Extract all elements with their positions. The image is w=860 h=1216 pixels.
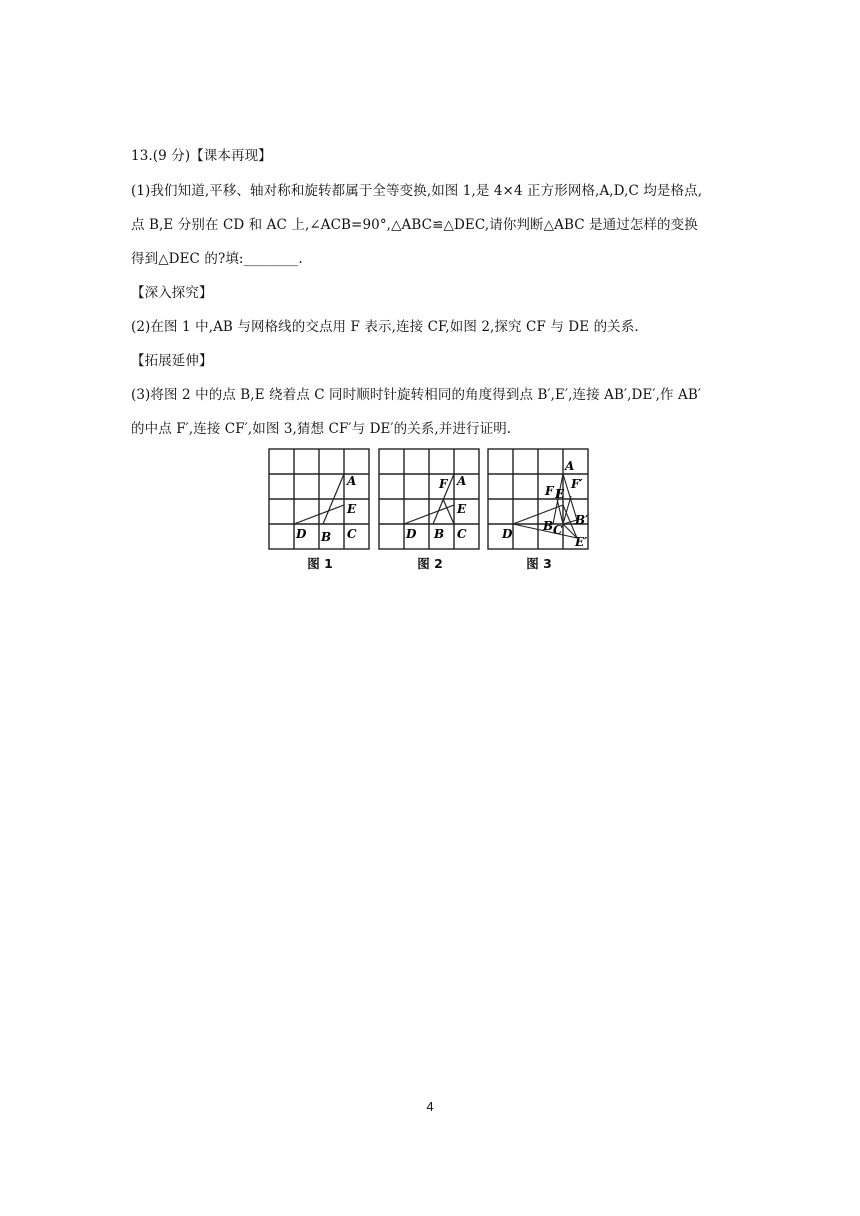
label-B: B [543, 519, 554, 533]
label-D: D [406, 527, 417, 541]
part3-line1: (3)将图 2 中的点 B,E 绕着点 C 同时顺时针旋转相同的角度得到点 B′,E′,连接 AB′,DE′,作 AB′ [131, 387, 702, 403]
figure-1 [268, 448, 373, 571]
section-deep-explore: 【深入探究】 [131, 285, 213, 301]
label-C: C [457, 527, 467, 541]
segment-CF [557, 499, 563, 524]
figure-2-grid [378, 448, 483, 551]
label-B: B [321, 530, 332, 544]
figure-1-grid [268, 448, 373, 551]
part1-line3: 得到△DEC 的?填:________. [131, 251, 303, 267]
problem-header: 13.(9 分)【课本再现】 [131, 148, 272, 164]
label-A: A [457, 474, 467, 488]
label-E: E [555, 487, 565, 501]
label-F: F [545, 484, 554, 498]
label-C: C [553, 523, 563, 537]
part1-line2: 点 B,E 分别在 CD 和 AC 上,∠ACB=90°,△ABC≌△DEC,请你判断△ABC 是通过怎样的变换 [131, 217, 698, 233]
figure-2 [378, 448, 483, 571]
page-number: 4 [426, 1099, 434, 1114]
figure-3-caption: 图 3 [526, 556, 552, 571]
figure-2-caption: 图 2 [417, 556, 443, 571]
figure-1-caption: 图 1 [307, 556, 333, 571]
label-A: A [347, 474, 357, 488]
label-C: C [347, 527, 357, 541]
label-F: F [439, 477, 448, 491]
part1-line1: (1)我们知道,平移、轴对称和旋转都属于全等变换,如图 1,是 4×4 正方形网格,A,D,C 均是格点, [131, 183, 703, 199]
part2: (2)在图 1 中,AB 与网格线的交点用 F 表示,连接 CF,如图 2,探究 CF 与 DE 的关系. [131, 319, 639, 335]
label-B-prime: B′ [575, 513, 589, 527]
label-B: B [434, 527, 445, 541]
figure-3 [487, 448, 592, 571]
label-E-prime: E′ [575, 535, 588, 549]
section-extend: 【拓展延伸】 [131, 353, 213, 369]
label-E: E [457, 502, 467, 516]
part3-line2: 的中点 F′,连接 CF′,如图 3,猜想 CF′与 DE′的关系,并进行证明. [131, 421, 512, 437]
label-D: D [296, 527, 307, 541]
label-F-prime: F′ [571, 477, 583, 491]
segment-CF [443, 499, 454, 524]
label-A: A [565, 459, 575, 473]
label-E: E [347, 502, 357, 516]
figure-3-grid [487, 448, 592, 551]
label-D: D [502, 527, 513, 541]
